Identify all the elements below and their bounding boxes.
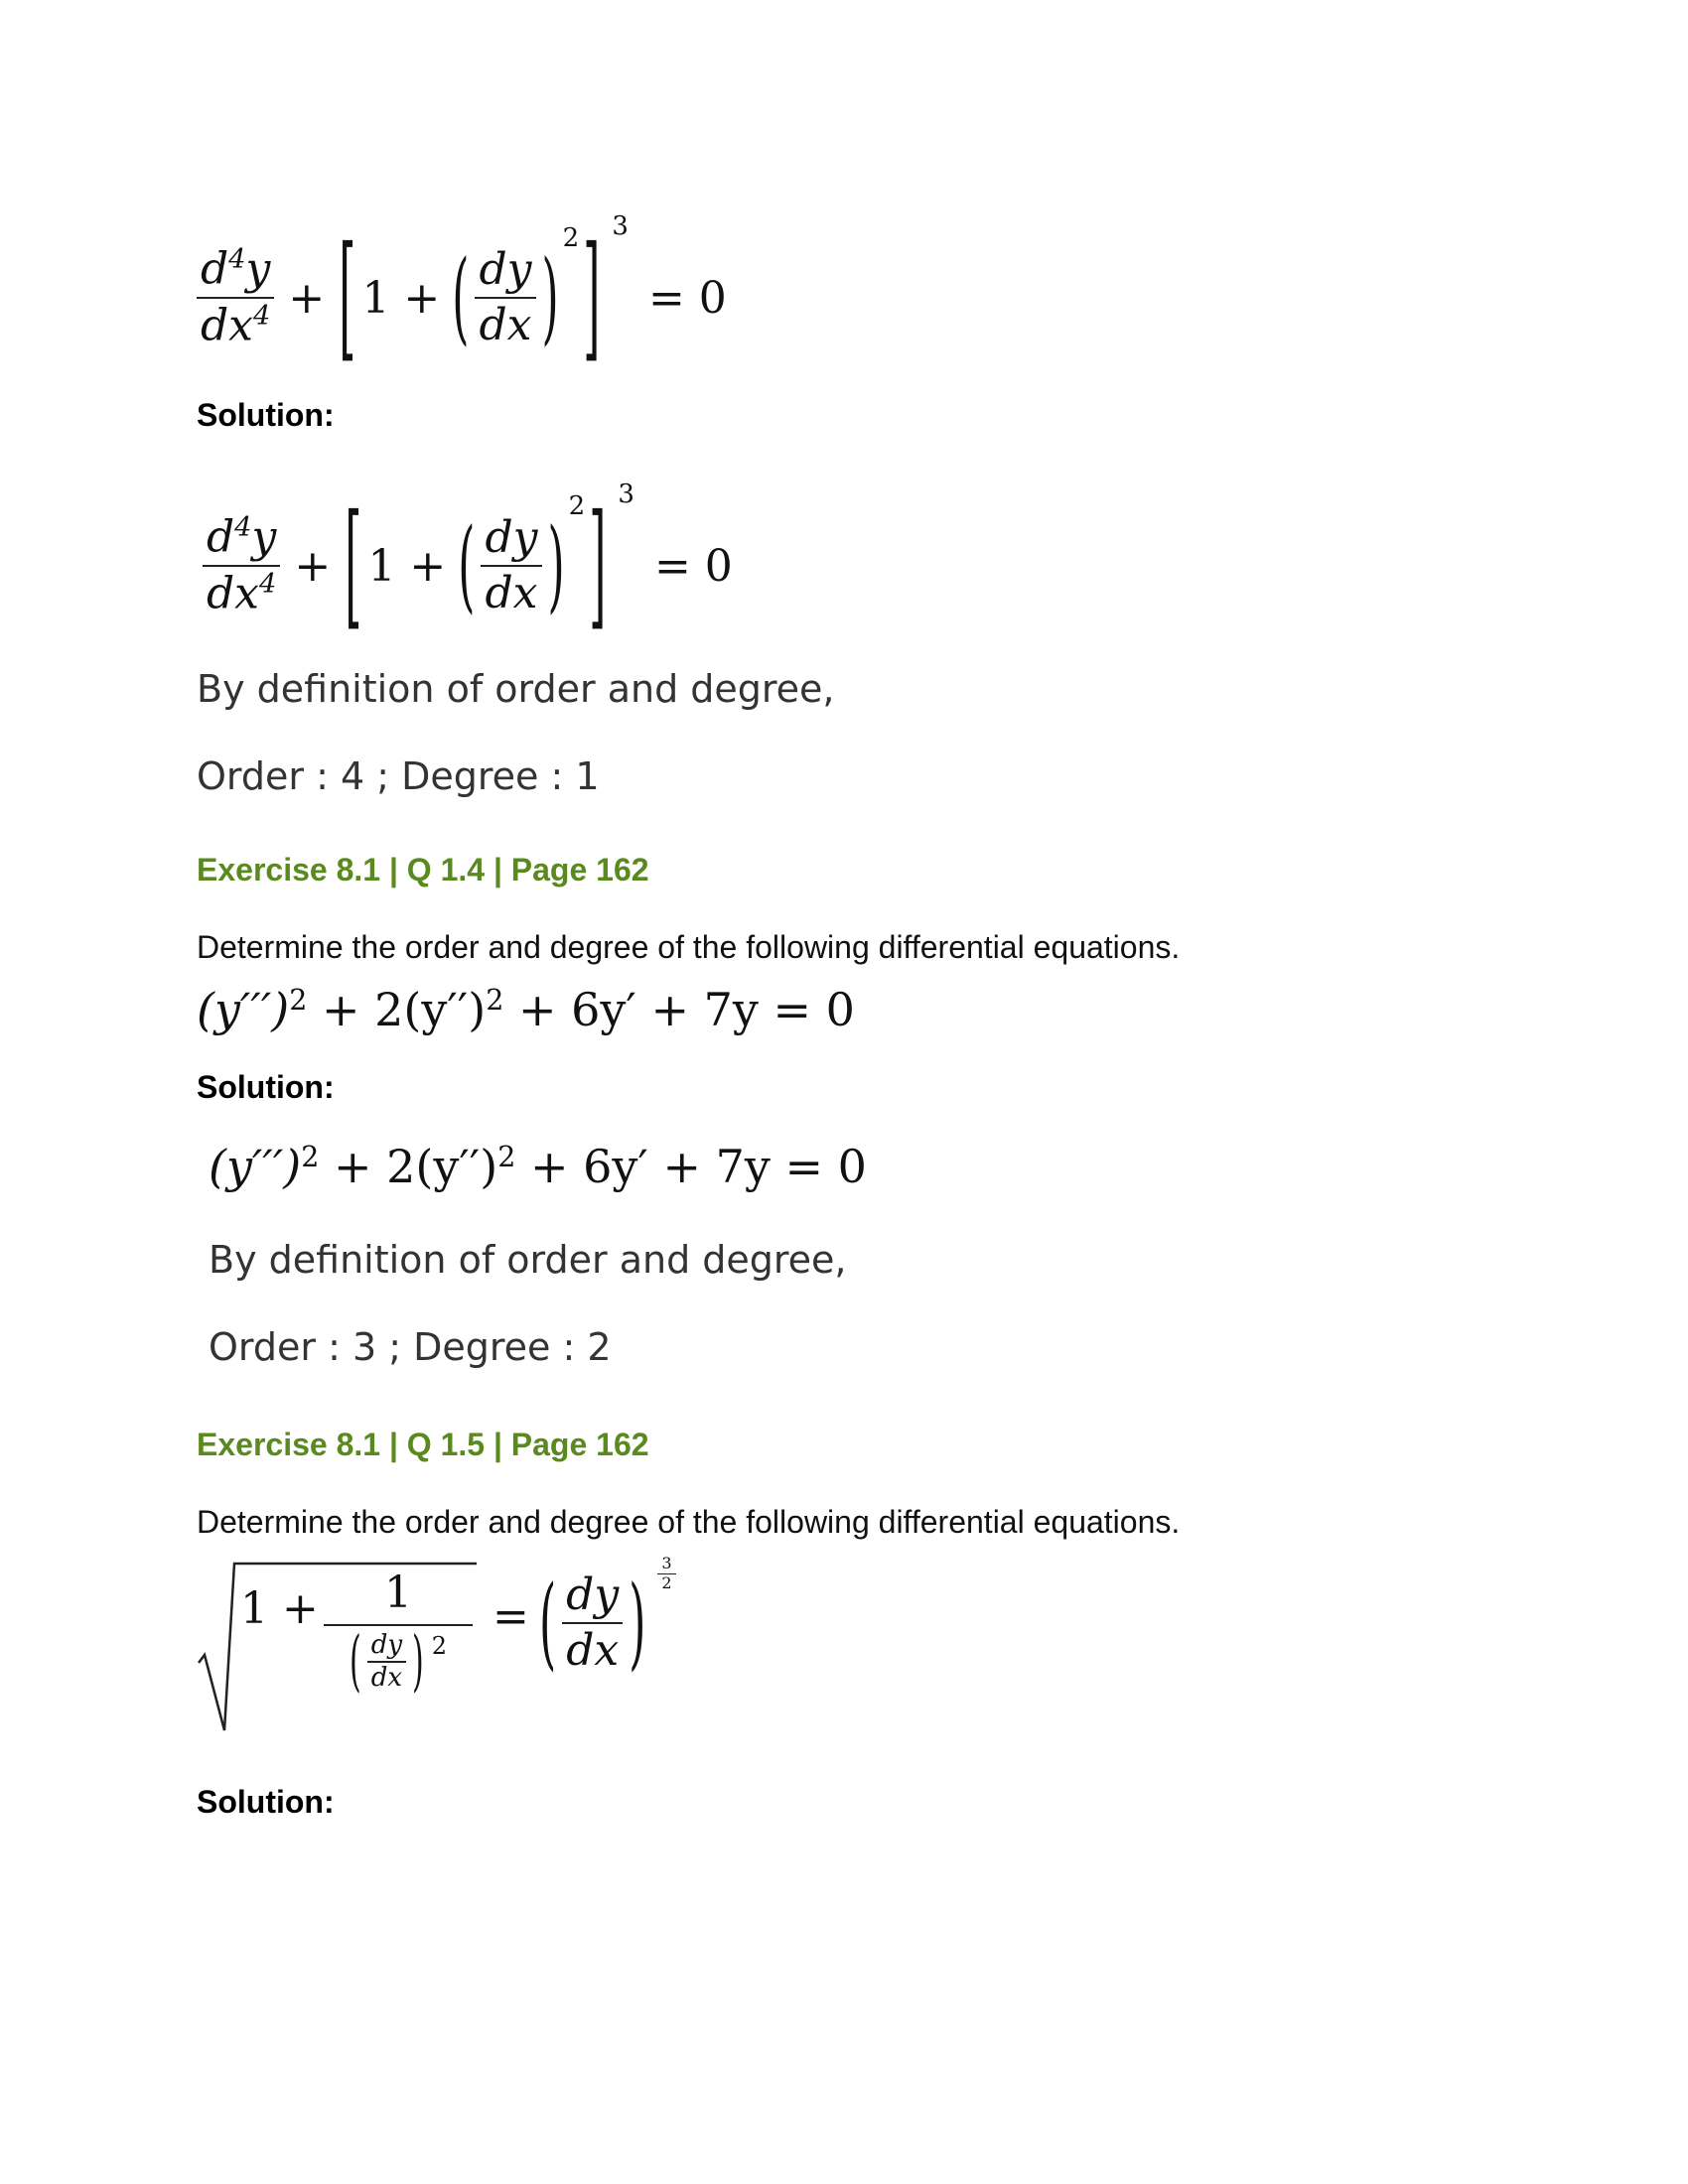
question-prompt-q15: Determine the order and degree of the following differential equations. <box>197 1504 1181 1540</box>
right-paren: ) <box>541 239 559 356</box>
left-paren: ( <box>458 507 476 624</box>
question-prompt-q14: Determine the order and degree of the following differential equations. <box>197 929 1181 965</box>
exercise-heading-q14: Exercise 8.1 | Q 1.4 | Page 162 <box>197 852 649 887</box>
solution-label-q14: Solution: <box>197 1069 335 1105</box>
plus-sign: + <box>288 272 326 324</box>
right-paren: ) <box>547 507 565 624</box>
one-plus: 1 + <box>240 1583 319 1634</box>
right-bracket: ] <box>589 486 607 645</box>
inner-exponent: 2 <box>562 223 580 253</box>
fraction-dy-dx: $\frac{dy}{dx}$ <box>481 515 541 616</box>
equals-zero: = 0 <box>647 272 727 324</box>
right-bracket: ] <box>583 218 601 377</box>
left-bracket: [ <box>339 218 356 377</box>
question-equation-q14: $(y''')^2 + 2(y'')^2 + 6y' + 7y = 0$ <box>197 983 855 1036</box>
equals-zero: = 0 <box>653 540 733 592</box>
solution-equation-q13 <box>203 479 733 645</box>
solution-label-q13: Solution: <box>197 397 335 433</box>
definition-text-q13: By definition of order and degree, <box>197 667 835 711</box>
one-plus: 1 + <box>361 272 441 324</box>
fraction-dy-dx: $\frac{dy}{dx}$ <box>475 247 535 348</box>
one-plus: 1 + <box>367 540 447 592</box>
result-text-q13: Order : 4 ; Degree : 1 <box>197 754 600 798</box>
definition-text-q14: By definition of order and degree, <box>209 1238 847 1282</box>
plus-sign: + <box>294 540 332 592</box>
rhs-dy-dx: ( $\frac{dy}{dx}$ ) $\frac{3}{2}$ <box>539 1564 676 1683</box>
result-text-q14: Order : 3 ; Degree : 2 <box>209 1325 612 1369</box>
equals-sign: = <box>492 1591 529 1642</box>
question-equation-q13 <box>197 211 727 377</box>
inner-exponent: 2 <box>568 491 586 521</box>
exercise-heading-q15: Exercise 8.1 | Q 1.5 | Page 162 <box>197 1427 649 1462</box>
fraction-d4y-dx4: $\frac{d^4y}{dx^4}$ <box>203 514 280 617</box>
exponent-three-halves: $\frac{3}{2}$ <box>657 1556 675 1592</box>
left-bracket: [ <box>345 486 362 645</box>
left-paren: ( <box>452 239 470 356</box>
solution-equation-q14: $(y''')^2 + 2(y'')^2 + 6y' + 7y = 0$ <box>209 1140 867 1193</box>
solution-label-q15: Solution: <box>197 1784 335 1820</box>
question-equation-q15 <box>197 1554 753 1732</box>
outer-exponent: 3 <box>612 211 629 241</box>
outer-exponent: 3 <box>618 479 634 509</box>
fraction-d4y-dx4: $\frac{d^4y}{dx^4}$ <box>197 246 274 349</box>
radical-fraction: 1 ( $\frac{dy}{dx}$ ) 2 <box>324 1568 473 1693</box>
